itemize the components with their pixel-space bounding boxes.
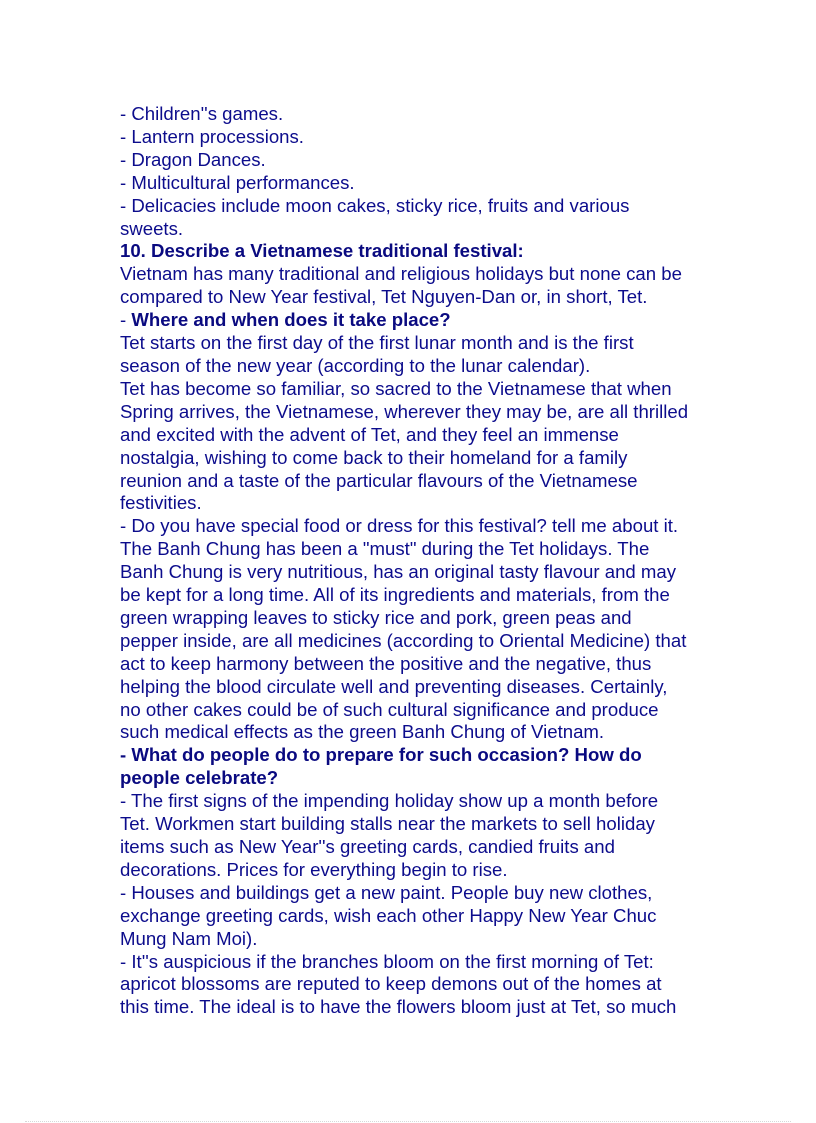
text-line: helping the blood circulate well and preventing diseases. Certainly,	[120, 675, 668, 697]
text-line: - Houses and buildings get a new paint. People buy new clothes,	[120, 881, 653, 903]
text-line: - The first signs of the impending holiday show up a month before	[120, 790, 659, 812]
text-line: season of the new year (according to the lunar calendar).	[120, 354, 591, 376]
text-line: this time. The ideal is to have the flowers bloom just at Tet, so much	[120, 996, 677, 1018]
text-line: sweets.	[120, 217, 184, 239]
text-line: Tet starts on the first day of the first lunar month and is the first	[120, 332, 634, 354]
text-line: act to keep harmony between the positive and the negative, thus	[120, 652, 652, 674]
heading-line: people celebrate?	[120, 767, 279, 789]
heading-line: 10. Describe a Vietnamese traditional festival:	[120, 240, 524, 262]
text-line: such medical effects as the green Banh Chung of Vietnam.	[120, 721, 605, 743]
text-line: Spring arrives, the Vietnamese, wherever they may be, are all thrilled	[120, 400, 689, 422]
text-line: pepper inside, are all medicines (according to Oriental Medicine) that	[120, 629, 687, 651]
text-line: - Do you have special food or dress for this festival? tell me about it.	[120, 515, 679, 537]
question-heading: Where and when does it take place?	[131, 309, 451, 331]
text-line: Banh Chung is very nutritious, has an original tasty flavour and may	[120, 561, 677, 583]
text-line: no other cakes could be of such cultural significance and produce	[120, 698, 659, 720]
text-line: nostalgia, wishing to come back to their homeland for a family	[120, 446, 628, 468]
text-line: decorations. Prices for everything begin to rise.	[120, 858, 508, 880]
text-line: compared to New Year festival, Tet Nguyen-Dan or, in short, Tet.	[120, 286, 648, 308]
page-bottom-rule	[25, 1121, 791, 1122]
text-line: green wrapping leaves to sticky rice and pork, green peas and	[120, 606, 632, 628]
text-line: - Lantern processions.	[120, 125, 304, 147]
text-line: items such as New Year''s greeting cards, candied fruits and	[120, 836, 615, 857]
text-line: reunion and a taste of the particular flavours of the Vietnamese	[120, 469, 638, 491]
document-page	[120, 103, 700, 1019]
text-line: Tet. Workmen start building stalls near the markets to sell holiday	[120, 813, 655, 835]
text-line: - Delicacies include moon cakes, sticky rice, fruits and various	[120, 194, 630, 216]
text-line: and excited with the advent of Tet, and they feel an immense	[120, 423, 619, 445]
text-line: - Multicultural performances.	[120, 171, 355, 193]
text-line: The Banh Chung has been a "must" during the Tet holidays. The	[120, 538, 650, 560]
text-line: festivities.	[120, 492, 202, 514]
heading-line: - What do people do to prepare for such occasion? How do	[120, 744, 642, 766]
text-line	[120, 309, 700, 332]
text-line: Mung Nam Moi).	[120, 927, 258, 949]
text-line: exchange greeting cards, wish each other Happy New Year Chuc	[120, 904, 657, 926]
text-line: apricot blossoms are reputed to keep demons out of the homes at	[120, 973, 662, 995]
text-line: Vietnam has many traditional and religious holidays but none can be	[120, 263, 682, 285]
text-line: Tet has become so familiar, so sacred to the Vietnamese that when	[120, 377, 672, 399]
text-line: - Children''s games.	[120, 103, 284, 124]
line-prefix: -	[120, 309, 132, 331]
text-line: - It''s auspicious if the branches bloom on the first morning of Tet:	[120, 950, 654, 972]
text-line: be kept for a long time. All of its ingredients and materials, from the	[120, 584, 670, 606]
text-line: - Dragon Dances.	[120, 148, 266, 170]
